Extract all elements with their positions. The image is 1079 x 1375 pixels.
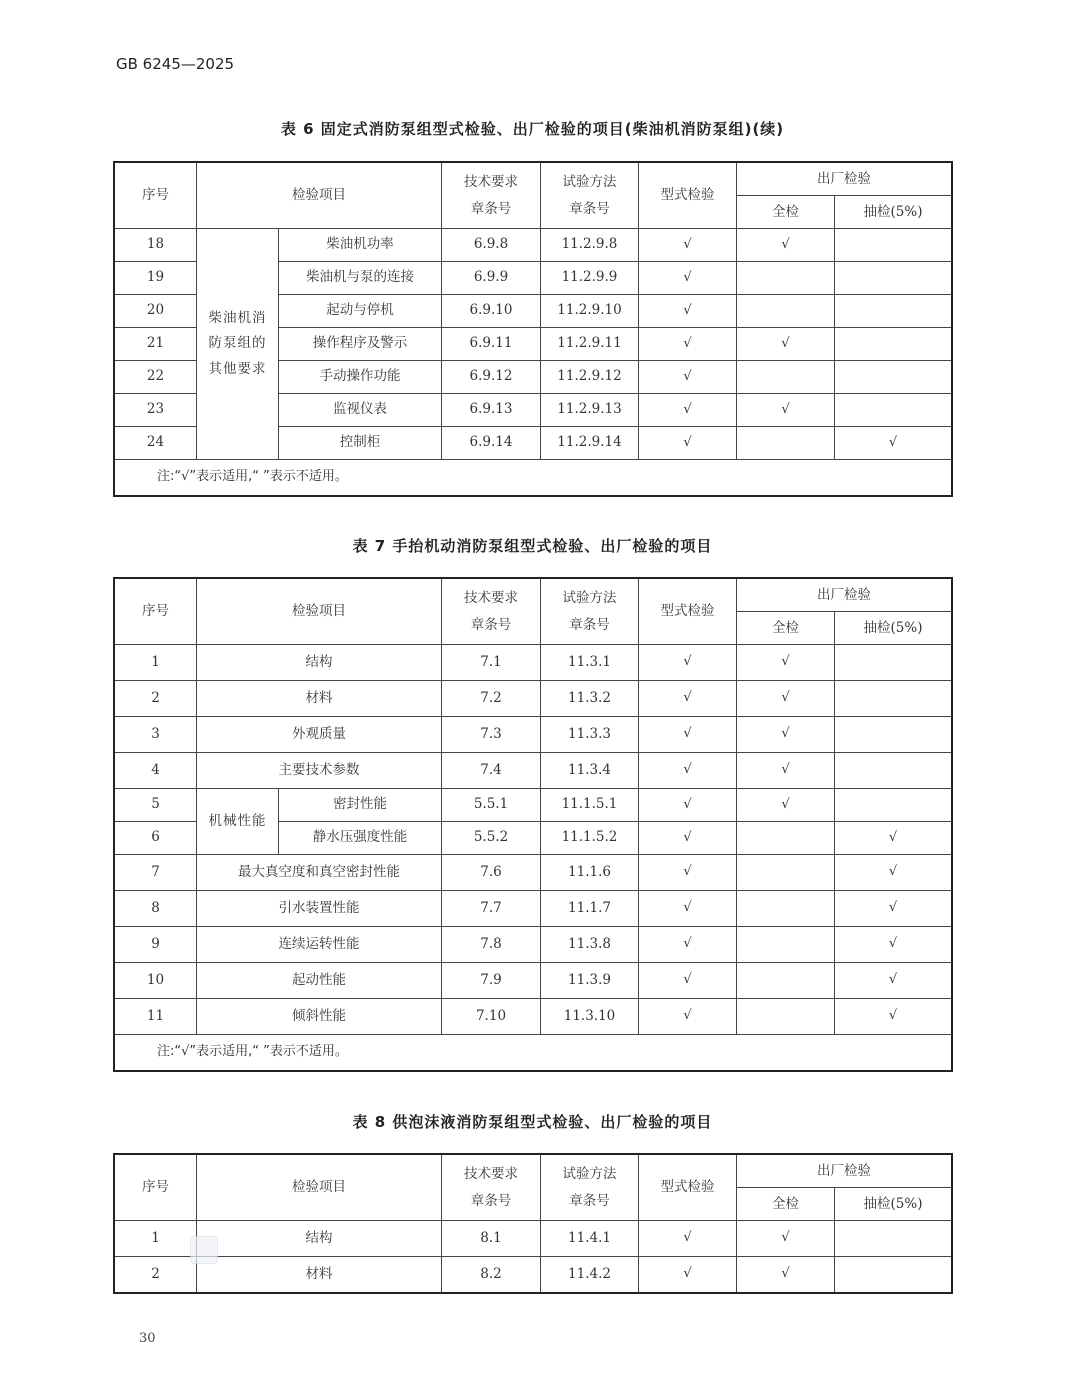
cell-seq: 7: [115, 855, 197, 891]
cell-full: [737, 427, 835, 460]
header-test-method: 试验方法 章条号: [541, 1155, 639, 1221]
cell-type: √: [639, 855, 737, 891]
cell-item: 柴油机与泵的连接: [279, 262, 442, 295]
cell-full: √: [737, 229, 835, 262]
cell-sample: √: [835, 927, 952, 963]
watermark-stamp: [190, 1236, 218, 1264]
group-label: 柴油机消 防泵组的 其他要求: [197, 229, 279, 460]
table-row: [115, 681, 952, 717]
cell-type: √: [639, 753, 737, 789]
table-row: [115, 645, 952, 681]
cell-type: √: [639, 262, 737, 295]
cell-item: 引水装置性能: [197, 891, 442, 927]
cell-seq: 20: [115, 295, 197, 328]
cell-seq: 1: [115, 1221, 197, 1257]
cell-type: √: [639, 645, 737, 681]
cell-item: 控制柜: [279, 427, 442, 460]
cell-type: √: [639, 361, 737, 394]
cell-tech: 6.9.9: [442, 262, 541, 295]
cell-type: √: [639, 789, 737, 822]
cell-item: 结构: [197, 645, 442, 681]
document-code: GB 6245—2025: [116, 55, 235, 73]
cell-seq: 22: [115, 361, 197, 394]
cell-type: √: [639, 822, 737, 855]
cell-type: √: [639, 295, 737, 328]
header-seq: 序号: [115, 1155, 197, 1221]
cell-seq: 6: [115, 822, 197, 855]
table-row: [115, 1221, 952, 1257]
header-test-method: 试验方法 章条号: [541, 163, 639, 229]
cell-type: √: [639, 999, 737, 1035]
page-number: 30: [139, 1331, 156, 1346]
cell-tech: 5.5.1: [442, 789, 541, 822]
cell-sample: √: [835, 963, 952, 999]
table-6: [114, 162, 952, 496]
header-tech-req: 技术要求 章条号: [442, 163, 541, 229]
cell-sample: [835, 717, 952, 753]
cell-method: 11.1.5.1: [541, 789, 639, 822]
cell-seq: 3: [115, 717, 197, 753]
cell-sample: [835, 229, 952, 262]
cell-type: √: [639, 963, 737, 999]
cell-seq: 21: [115, 328, 197, 361]
cell-tech: 8.2: [442, 1257, 541, 1293]
cell-tech: 7.7: [442, 891, 541, 927]
cell-tech: 7.9: [442, 963, 541, 999]
cell-sample: [835, 645, 952, 681]
cell-method: 11.4.1: [541, 1221, 639, 1257]
cell-full: √: [737, 1257, 835, 1293]
table-row: [115, 229, 952, 262]
header-tech-req: 技术要求 章条号: [442, 1155, 541, 1221]
cell-tech: 7.8: [442, 927, 541, 963]
cell-tech: 7.10: [442, 999, 541, 1035]
cell-sample: √: [835, 427, 952, 460]
cell-sample: [835, 789, 952, 822]
cell-seq: 10: [115, 963, 197, 999]
cell-method: 11.2.9.11: [541, 328, 639, 361]
cell-item: 主要技术参数: [197, 753, 442, 789]
header-factory: 出厂检验: [737, 163, 952, 196]
cell-sample: [835, 262, 952, 295]
cell-item: 监视仪表: [279, 394, 442, 427]
cell-sample: √: [835, 855, 952, 891]
cell-seq: 24: [115, 427, 197, 460]
cell-method: 11.1.5.2: [541, 822, 639, 855]
cell-method: 11.3.10: [541, 999, 639, 1035]
cell-sample: √: [835, 999, 952, 1035]
cell-type: √: [639, 681, 737, 717]
cell-tech: 6.9.13: [442, 394, 541, 427]
table-row: [115, 855, 952, 891]
cell-item: 柴油机功率: [279, 229, 442, 262]
cell-type: √: [639, 394, 737, 427]
cell-full: √: [737, 328, 835, 361]
cell-sample: √: [835, 822, 952, 855]
cell-method: 11.4.2: [541, 1257, 639, 1293]
table-row: [115, 789, 952, 822]
cell-item: 起动性能: [197, 963, 442, 999]
cell-full: [737, 822, 835, 855]
header-sample: 抽检(5%): [835, 196, 952, 229]
header-seq: 序号: [115, 163, 197, 229]
cell-full: [737, 295, 835, 328]
cell-seq: 19: [115, 262, 197, 295]
cell-full: [737, 855, 835, 891]
cell-tech: 5.5.2: [442, 822, 541, 855]
cell-sample: [835, 295, 952, 328]
cell-sample: [835, 328, 952, 361]
cell-tech: 7.6: [442, 855, 541, 891]
cell-seq: 11: [115, 999, 197, 1035]
header-full: 全检: [737, 612, 835, 645]
cell-full: √: [737, 717, 835, 753]
cell-full: [737, 927, 835, 963]
table-6-caption: 表 6 固定式消防泵组型式检验、出厂检验的项目(柴油机消防泵组)(续): [280, 120, 785, 138]
cell-method: 11.3.4: [541, 753, 639, 789]
table-7: [114, 578, 952, 1071]
cell-type: √: [639, 427, 737, 460]
table-row: [115, 1257, 952, 1293]
header-item: 检验项目: [197, 1155, 442, 1221]
cell-seq: 23: [115, 394, 197, 427]
table-row: [115, 963, 952, 999]
cell-item: 倾斜性能: [197, 999, 442, 1035]
header-full: 全检: [737, 196, 835, 229]
header-tech-req: 技术要求 章条号: [442, 579, 541, 645]
cell-tech: 7.4: [442, 753, 541, 789]
cell-sample: √: [835, 891, 952, 927]
cell-method: 11.1.7: [541, 891, 639, 927]
cell-seq: 18: [115, 229, 197, 262]
cell-method: 11.3.8: [541, 927, 639, 963]
cell-type: √: [639, 1221, 737, 1257]
cell-method: 11.3.1: [541, 645, 639, 681]
cell-method: 11.2.9.13: [541, 394, 639, 427]
cell-seq: 8: [115, 891, 197, 927]
cell-full: √: [737, 789, 835, 822]
cell-seq: 1: [115, 645, 197, 681]
cell-full: [737, 963, 835, 999]
cell-method: 11.2.9.8: [541, 229, 639, 262]
cell-tech: 6.9.11: [442, 328, 541, 361]
cell-method: 11.2.9.9: [541, 262, 639, 295]
cell-type: √: [639, 927, 737, 963]
cell-full: √: [737, 1221, 835, 1257]
cell-tech: 6.9.12: [442, 361, 541, 394]
header-sample: 抽检(5%): [835, 1188, 952, 1221]
table-row: [115, 927, 952, 963]
cell-seq: 4: [115, 753, 197, 789]
cell-tech: 7.3: [442, 717, 541, 753]
cell-sample: [835, 394, 952, 427]
cell-full: [737, 361, 835, 394]
header-seq: 序号: [115, 579, 197, 645]
cell-seq: 9: [115, 927, 197, 963]
cell-tech: 6.9.8: [442, 229, 541, 262]
cell-method: 11.3.9: [541, 963, 639, 999]
cell-item: 最大真空度和真空密封性能: [197, 855, 442, 891]
cell-full: [737, 891, 835, 927]
header-type-test: 型式检验: [639, 163, 737, 229]
table-note: 注:“√”表示适用,“ ”表示不适用。: [115, 1035, 952, 1071]
cell-type: √: [639, 891, 737, 927]
cell-item: 起动与停机: [279, 295, 442, 328]
table-row: [115, 753, 952, 789]
cell-tech: 7.1: [442, 645, 541, 681]
cell-method: 11.2.9.10: [541, 295, 639, 328]
cell-full: √: [737, 394, 835, 427]
header-type-test: 型式检验: [639, 1155, 737, 1221]
cell-seq: 5: [115, 789, 197, 822]
cell-method: 11.1.6: [541, 855, 639, 891]
cell-item: 材料: [197, 681, 442, 717]
cell-sample: [835, 1257, 952, 1293]
header-factory: 出厂检验: [737, 579, 952, 612]
group-label: 机械性能: [197, 789, 279, 855]
table-8-caption: 表 8 供泡沫液消防泵组型式检验、出厂检验的项目: [352, 1113, 713, 1131]
cell-method: 11.2.9.14: [541, 427, 639, 460]
cell-item: 连续运转性能: [197, 927, 442, 963]
cell-tech: 7.2: [442, 681, 541, 717]
cell-seq: 2: [115, 681, 197, 717]
table-row: [115, 999, 952, 1035]
cell-sample: [835, 753, 952, 789]
cell-item: 操作程序及警示: [279, 328, 442, 361]
cell-full: √: [737, 753, 835, 789]
header-type-test: 型式检验: [639, 579, 737, 645]
cell-method: 11.2.9.12: [541, 361, 639, 394]
cell-type: √: [639, 328, 737, 361]
cell-sample: [835, 681, 952, 717]
header-factory: 出厂检验: [737, 1155, 952, 1188]
cell-tech: 6.9.10: [442, 295, 541, 328]
header-sample: 抽检(5%): [835, 612, 952, 645]
table-note: 注:“√”表示适用,“ ”表示不适用。: [115, 460, 952, 496]
cell-item: 静水压强度性能: [279, 822, 442, 855]
header-full: 全检: [737, 1188, 835, 1221]
cell-item: 密封性能: [279, 789, 442, 822]
cell-method: 11.3.2: [541, 681, 639, 717]
cell-type: √: [639, 229, 737, 262]
cell-sample: [835, 361, 952, 394]
cell-item: 材料: [197, 1257, 442, 1293]
table-7-caption: 表 7 手抬机动消防泵组型式检验、出厂检验的项目: [352, 537, 713, 555]
cell-method: 11.3.3: [541, 717, 639, 753]
table-8: [114, 1154, 952, 1293]
cell-type: √: [639, 1257, 737, 1293]
cell-item: 结构: [197, 1221, 442, 1257]
cell-full: [737, 262, 835, 295]
header-item: 检验项目: [197, 579, 442, 645]
cell-sample: [835, 1221, 952, 1257]
cell-seq: 2: [115, 1257, 197, 1293]
cell-full: √: [737, 681, 835, 717]
cell-tech: 8.1: [442, 1221, 541, 1257]
table-row: [115, 717, 952, 753]
cell-full: [737, 999, 835, 1035]
cell-item: 外观质量: [197, 717, 442, 753]
cell-type: √: [639, 717, 737, 753]
header-item: 检验项目: [197, 163, 442, 229]
cell-full: √: [737, 645, 835, 681]
header-test-method: 试验方法 章条号: [541, 579, 639, 645]
table-row: [115, 891, 952, 927]
cell-item: 手动操作功能: [279, 361, 442, 394]
cell-tech: 6.9.14: [442, 427, 541, 460]
